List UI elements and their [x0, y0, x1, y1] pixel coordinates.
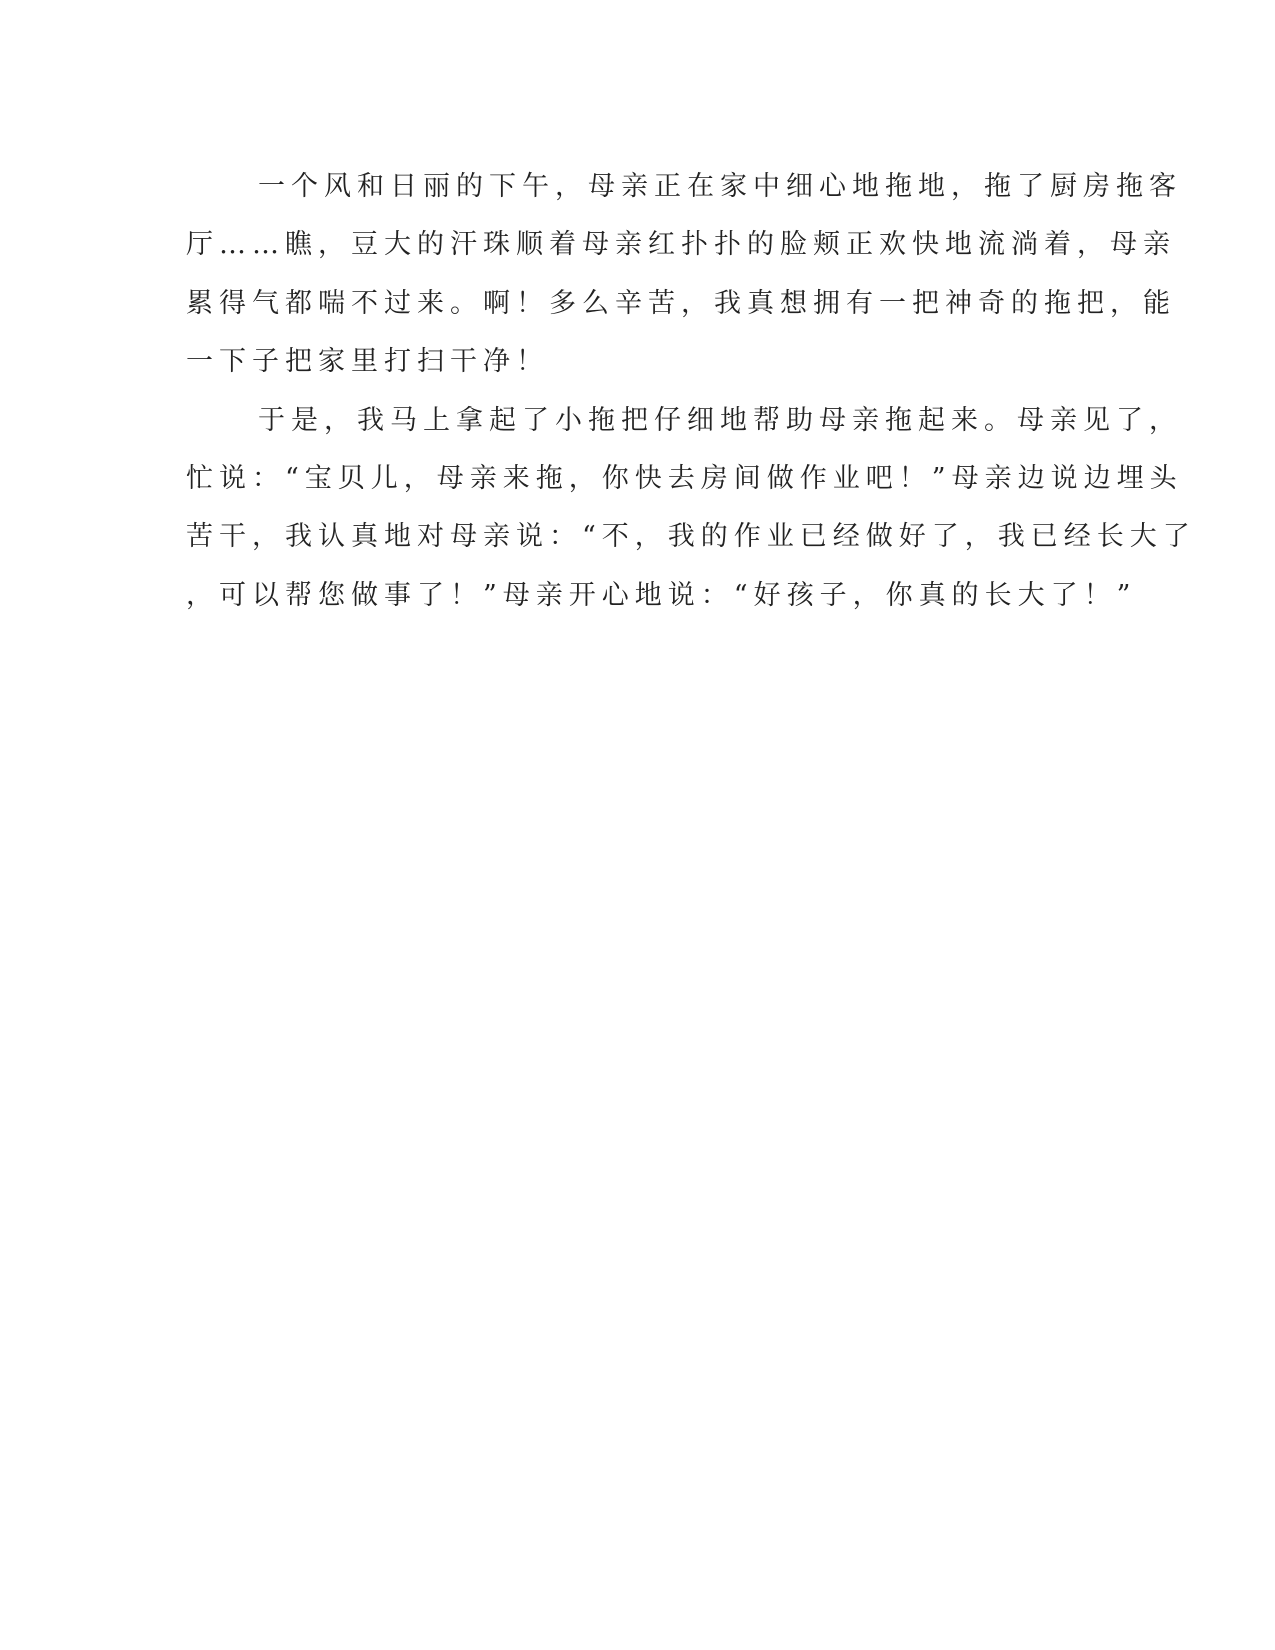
- paragraph-1-line-1: 一个风和日丽的下午，母亲正在家中细心地拖地，拖了厨房拖客: [258, 171, 1182, 202]
- paragraph-2-line-2: 忙说：“宝贝儿，母亲来拖，你快去房间做作业吧！”母亲边说边埋头: [186, 462, 1183, 494]
- paragraph-1-line-4: 一下子把家里打扫干净！: [186, 346, 549, 378]
- paragraph-1-line-3: 累得气都喘不过来。啊！多么辛苦，我真想拥有一把神奇的拖把，能: [186, 287, 1176, 319]
- document-body: [186, 158, 1196, 625]
- paragraph-2-line-4: ，可以帮您做事了！”母亲开心地说：“好孩子，你真的长大了！”: [186, 579, 1137, 611]
- paragraph-2: [186, 392, 1196, 626]
- paragraph-1: [186, 158, 1182, 392]
- paragraph-2-line-3: 苦干，我认真地对母亲说：“不，我的作业已经做好了，我已经长大了: [186, 521, 1196, 553]
- paragraph-1-line-2: 厅……瞧，豆大的汗珠顺着母亲红扑扑的脸颊正欢快地流淌着，母亲: [186, 229, 1176, 261]
- paragraph-2-line-1: 于是，我马上拿起了小拖把仔细地帮助母亲拖起来。母亲见了，: [258, 404, 1182, 436]
